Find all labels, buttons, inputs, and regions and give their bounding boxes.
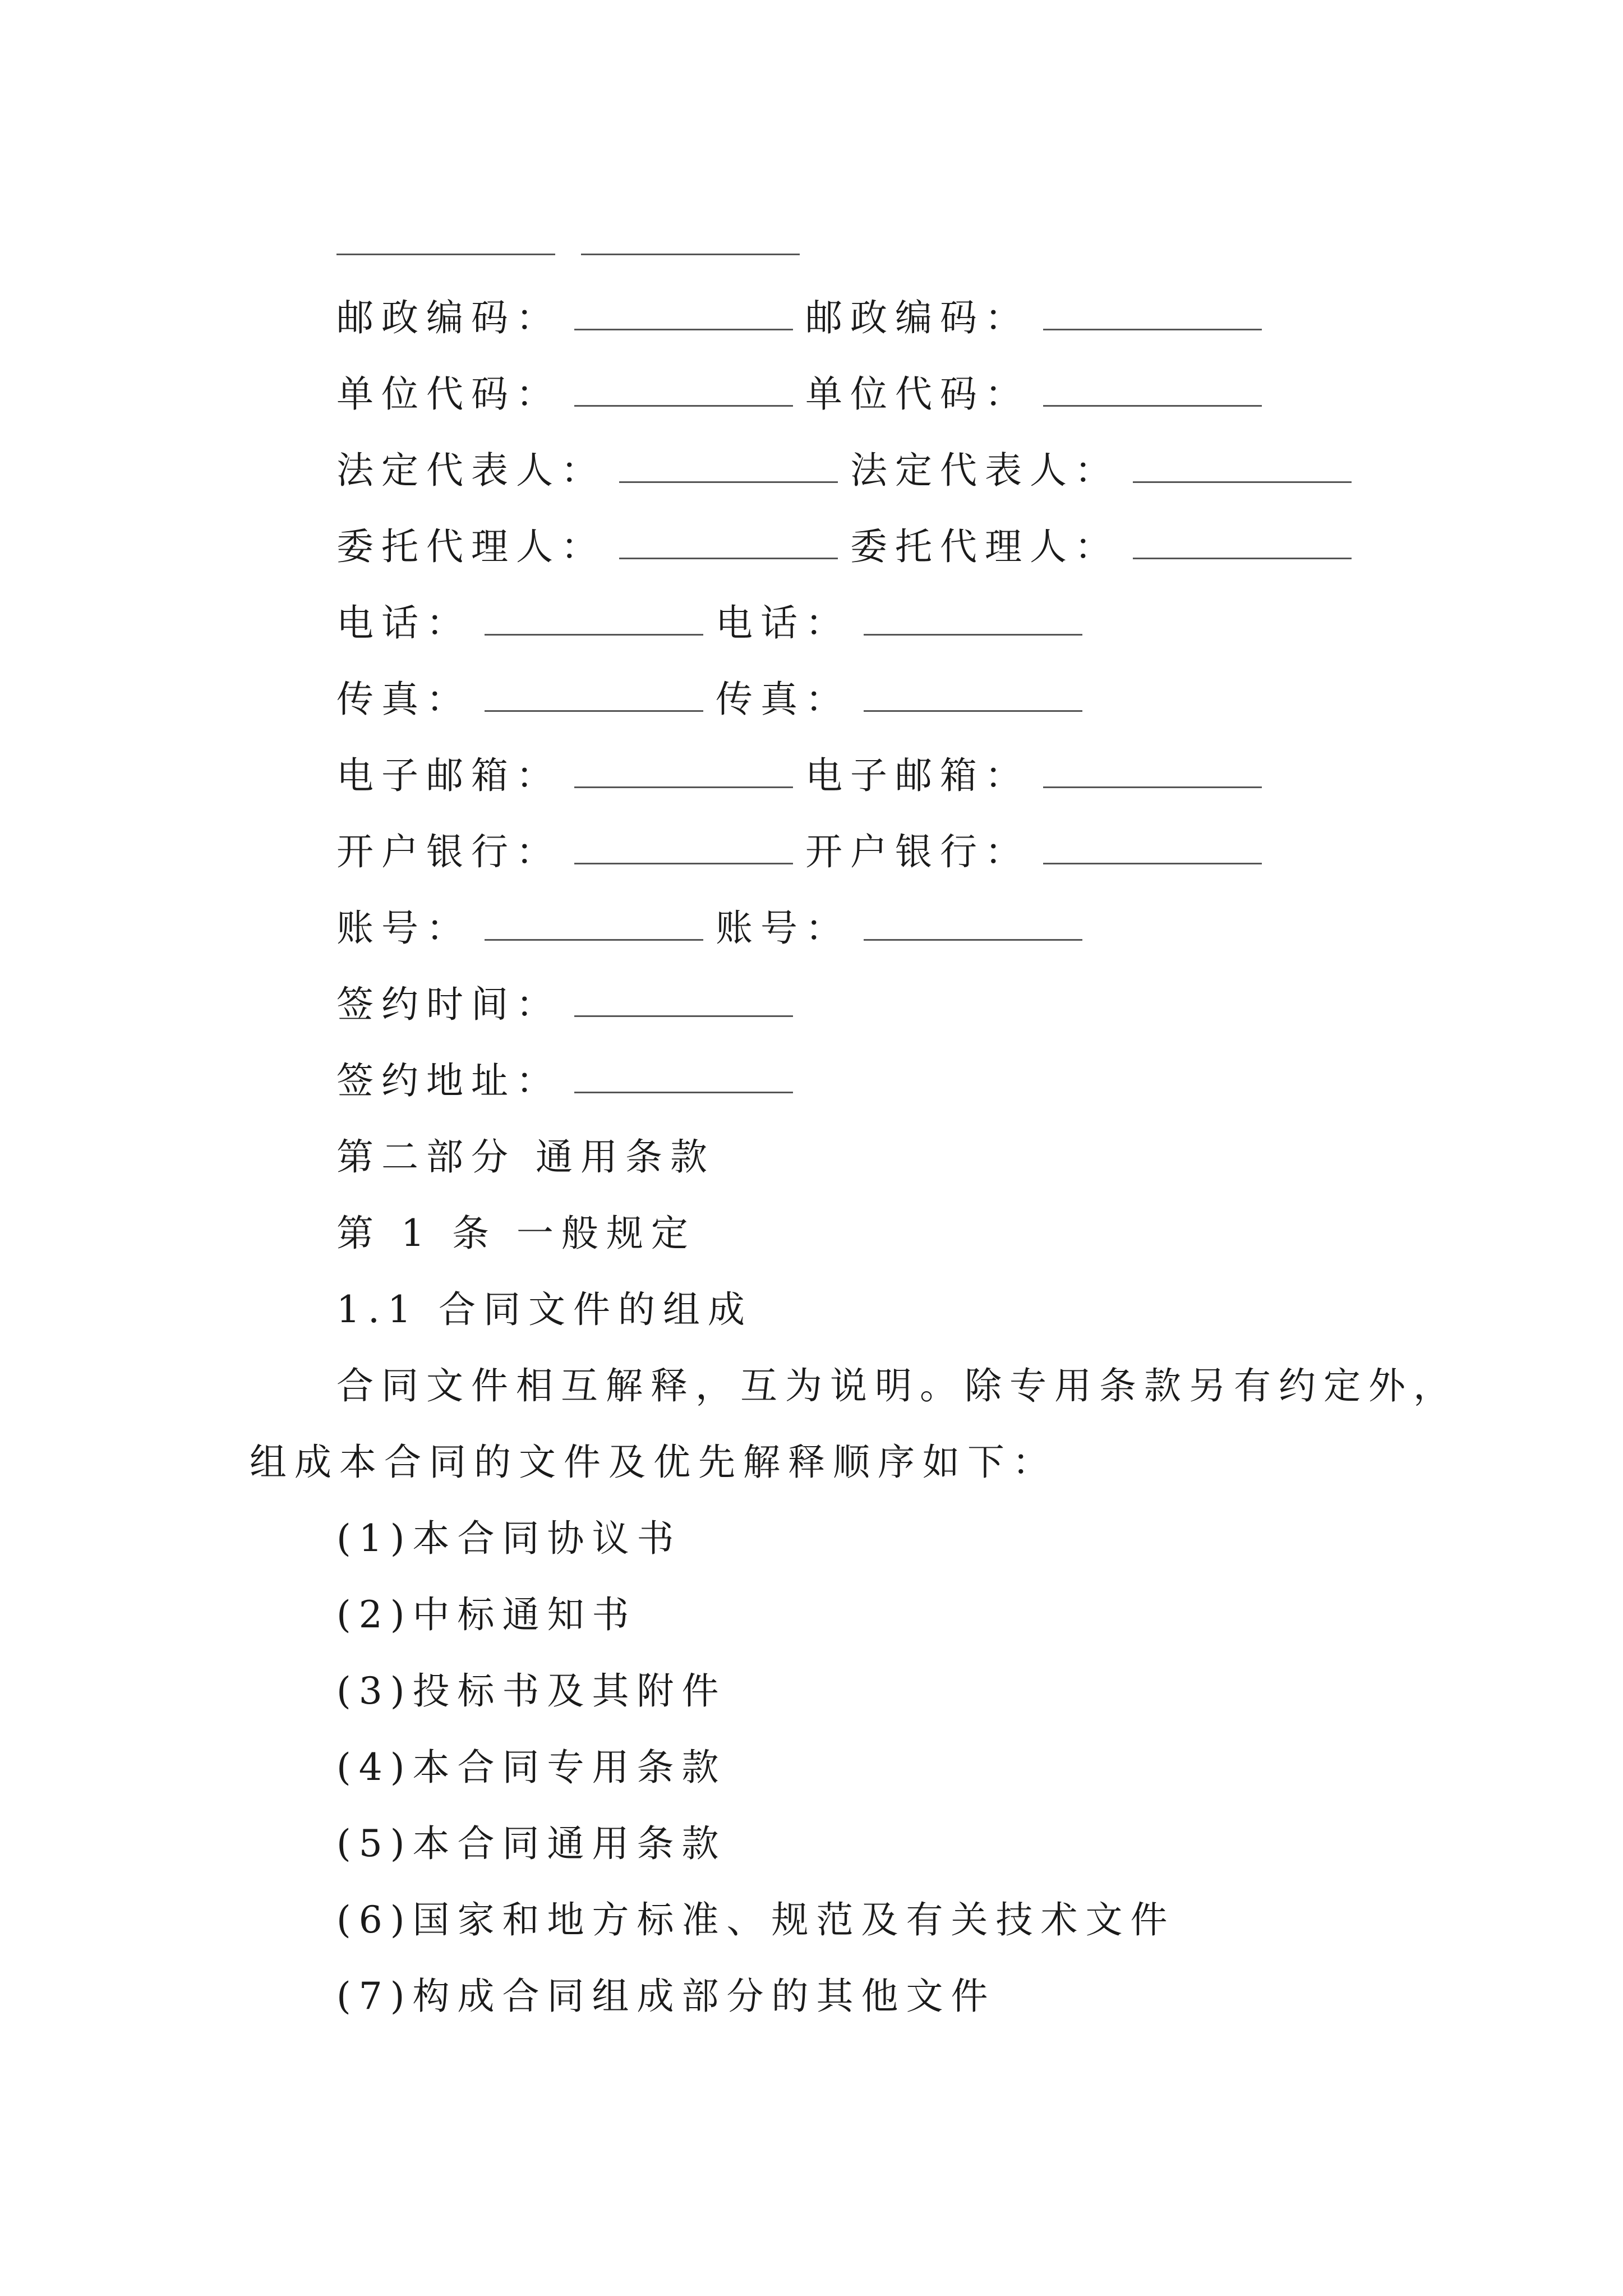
field-row-postcode: [336, 296, 1274, 339]
blank-field[interactable]: [619, 554, 838, 559]
field-label: 电话：: [716, 601, 850, 645]
field-row-phone: [336, 601, 1095, 645]
field-label: 开户银行：: [805, 830, 1030, 873]
field-row-agent: [336, 525, 1364, 568]
blank-field[interactable]: [485, 707, 703, 712]
article-title: 第 1 条 一般规定: [336, 1212, 696, 1255]
intro-paragraph-line2: 组成本合同的文件及优先解释顺序如下：: [250, 1441, 1057, 1484]
blank-field[interactable]: [574, 325, 793, 330]
blank-field[interactable]: [619, 478, 838, 483]
field-row-account: [336, 907, 1095, 950]
field-label: 委托代理人：: [336, 525, 606, 568]
field-row-fax: [336, 678, 1095, 721]
field-label: 电子邮箱：: [805, 754, 1030, 797]
field-label: 电话：: [336, 601, 471, 645]
part-title: 第二部分 通用条款: [336, 1135, 715, 1179]
field-label: 账号：: [716, 907, 850, 950]
blank-field[interactable]: [1133, 478, 1352, 483]
blank-field[interactable]: [574, 783, 793, 788]
blank-field[interactable]: [581, 250, 800, 255]
field-label: 邮政编码：: [805, 296, 1030, 339]
blank-field[interactable]: [1043, 325, 1262, 330]
blank-field[interactable]: [864, 631, 1082, 636]
field-label: 账号：: [336, 907, 471, 950]
list-item: (7)构成合同组成部分的其他文件: [336, 1975, 996, 2018]
top-blank-row: [336, 224, 812, 261]
field-label: 签约时间：: [336, 983, 561, 1026]
list-item: (1)本合同协议书: [336, 1517, 682, 1560]
blank-field[interactable]: [485, 936, 703, 941]
intro-paragraph-line1: 合同文件相互解释，互为说明。除专用条款另有约定外，: [336, 1364, 1458, 1407]
list-item: (5)本合同通用条款: [336, 1822, 727, 1865]
blank-field[interactable]: [485, 631, 703, 636]
blank-field[interactable]: [1043, 402, 1262, 407]
field-row-signing-place: [336, 1059, 805, 1102]
field-row-legal-rep: [336, 449, 1364, 492]
list-item: (3)投标书及其附件: [336, 1669, 727, 1713]
blank-field[interactable]: [574, 859, 793, 864]
field-label: 传真：: [716, 678, 850, 721]
field-label: 签约地址：: [336, 1059, 561, 1102]
field-label: 开户银行：: [336, 830, 561, 873]
field-label: 邮政编码：: [336, 296, 561, 339]
blank-field[interactable]: [574, 1012, 793, 1017]
field-row-unit-code: [336, 372, 1274, 416]
blank-field[interactable]: [864, 936, 1082, 941]
field-row-email: [336, 754, 1274, 797]
blank-field[interactable]: [1043, 783, 1262, 788]
field-label: 委托代理人：: [850, 525, 1119, 568]
list-item: (4)本合同专用条款: [336, 1746, 727, 1789]
field-label: 法定代表人：: [850, 449, 1119, 492]
blank-field[interactable]: [574, 1088, 793, 1093]
field-label: 法定代表人：: [336, 449, 606, 492]
field-row-bank: [336, 830, 1274, 873]
list-item: (2)中标通知书: [336, 1593, 637, 1636]
field-label: 传真：: [336, 678, 471, 721]
blank-field[interactable]: [336, 250, 555, 255]
list-item: (6)国家和地方标准、规范及有关技术文件: [336, 1898, 1175, 1941]
blank-field[interactable]: [864, 707, 1082, 712]
field-label: 单位代码：: [805, 372, 1030, 416]
clause-title: 1.1 合同文件的组成: [336, 1288, 753, 1331]
blank-field[interactable]: [574, 402, 793, 407]
field-row-signing-time: [336, 983, 805, 1026]
blank-field[interactable]: [1133, 554, 1352, 559]
blank-field[interactable]: [1043, 859, 1262, 864]
field-label: 单位代码：: [336, 372, 561, 416]
field-label: 电子邮箱：: [336, 754, 561, 797]
